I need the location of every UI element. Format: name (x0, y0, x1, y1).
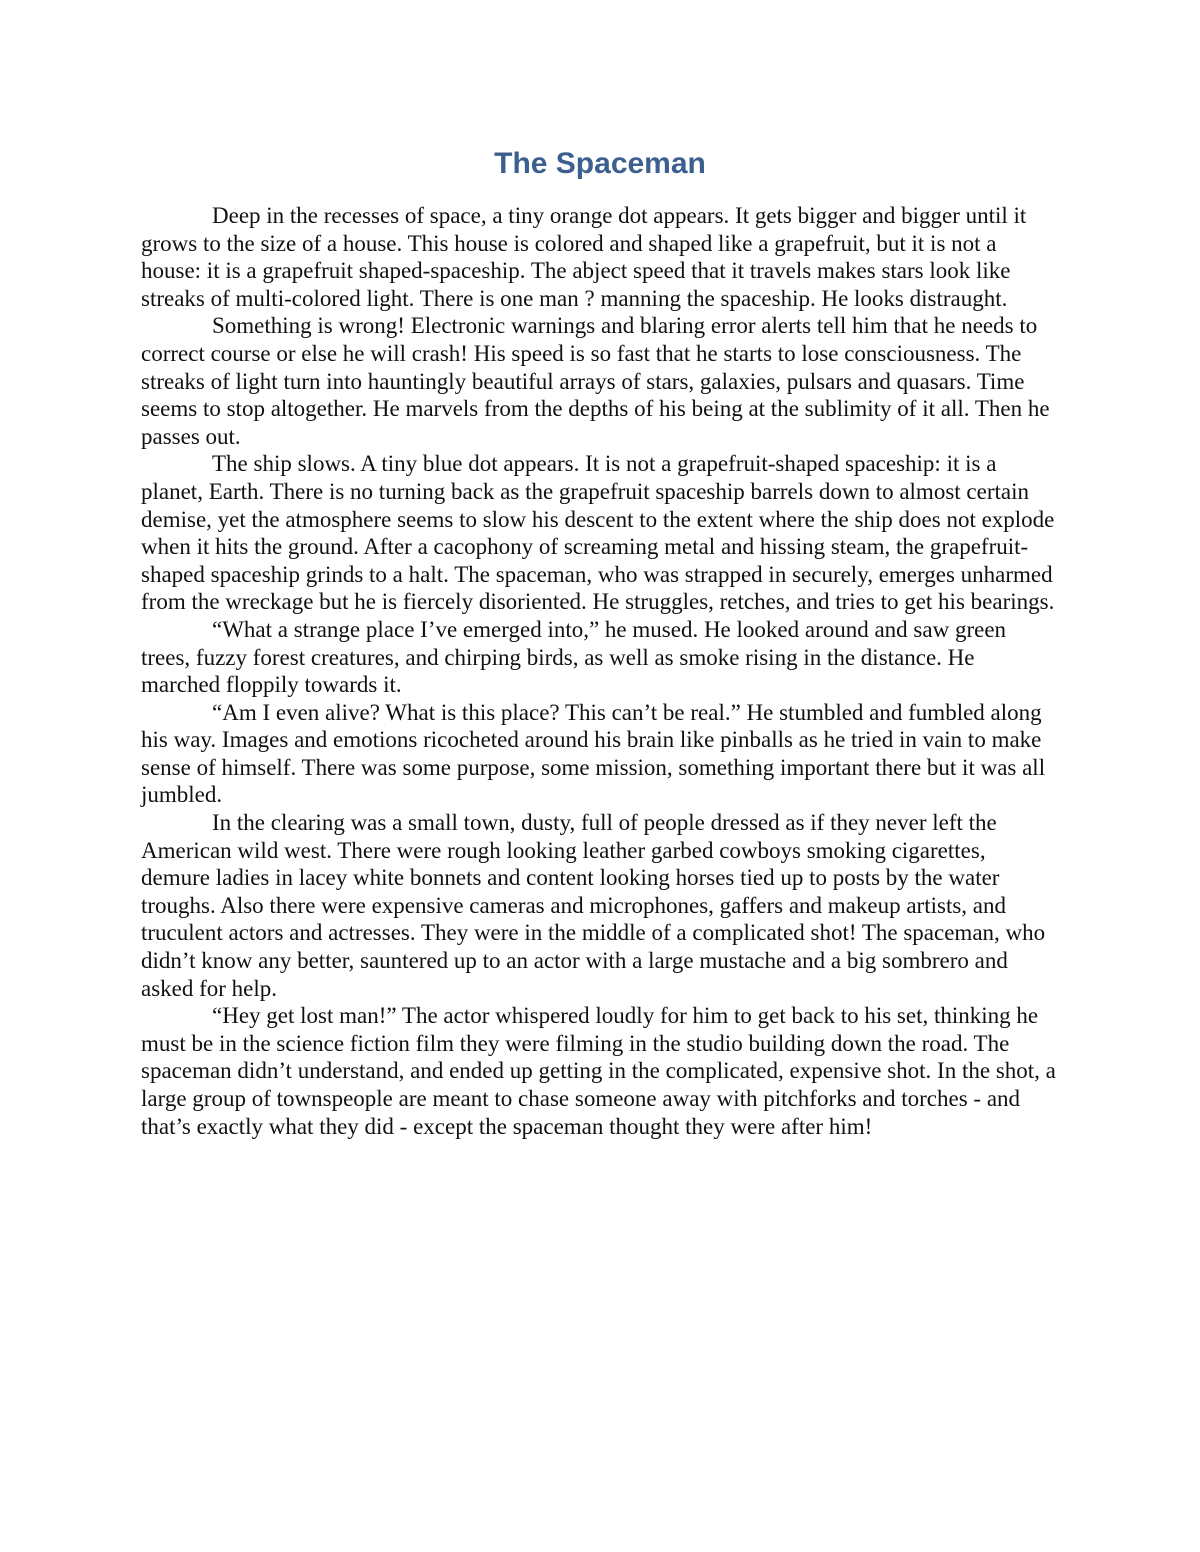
paragraph: The ship slows. A tiny blue dot appears. It is not a grapefruit-shaped spaceship: it is a planet, Earth. There is no turning back as the grapefruit spaceship barrels down to almost certain demise, yet the atmosphere seems to slow his descent to the extent where the ship does not explode when it hits the ground. After a cacophony of screaming metal and hissing steam, the grapefruit-shaped spaceship grinds to a halt. The spaceman, who was strapped in securely, emerges unharmed from the wreckage but he is fiercely disoriented. He struggles, retches, and tries to get his bearings. (141, 451, 1055, 615)
paragraph: Something is wrong! Electronic warnings and blaring error alerts tell him that he needs to correct course or else he will crash! His speed is so fast that he starts to lose consciousness. The streaks of light turn into hauntingly beautiful arrays of stars, galaxies, pulsars and quasars. Time seems to stop altogether. He marvels from the depths of his being at the sublimity of it all. Then he passes out. (141, 313, 1050, 449)
paragraph: In the clearing was a small town, dusty, full of people dressed as if they never left the American wild west. There were rough looking leather garbed cowboys smoking cigarettes, demure ladies in lacey white bonnets and content looking horses tied up to posts by the water troughs. Also there were expensive cameras and microphones, gaffers and makeup artists, and truculent actors and actresses. They were in the middle of a complicated shot! The spaceman, who didn’t know any better, sauntered up to an actor with a large mustache and a big sombrero and asked for help. (141, 810, 1046, 1001)
paragraph: Deep in the recesses of space, a tiny orange dot appears. It gets bigger and bigger until it grows to the size of a house. This house is colored and shaped like a grapefruit, but it is not a house: it is a grapefruit shaped-spaceship. The abject speed that it travels makes stars look like streaks of multi-colored light. There is one man ? manning the spaceship. He looks distraught. (141, 203, 1027, 311)
paragraph: “What a strange place I’ve emerged into,” he mused. He looked around and saw green trees, fuzzy forest creatures, and chirping birds, as well as smoke rising in the distance. He marched floppily towards it. (141, 616, 1007, 698)
story-body (141, 202, 1059, 1140)
paragraph: “Am I even alive? What is this place? This can’t be real.” He stumbled and fumbled along his way. Images and emotions ricocheted around his brain like pinballs as he tried in vain to make sense of himself. There was some purpose, some mission, something important there but it was all jumbled. (141, 699, 1046, 808)
paragraph: “Hey get lost man!” The actor whispered loudly for him to get back to his set, thinking he must be in the science fiction film they were filming in the studio building down the road. The spaceman didn’t understand, and ended up getting in the complicated, expensive shot. In the shot, a large group of townspeople are meant to chase someone away with pitchforks and torches - and that’s exactly what they did - except the spaceman thought they were after him! (141, 1003, 1056, 1139)
document-title: The Spaceman (494, 147, 706, 180)
